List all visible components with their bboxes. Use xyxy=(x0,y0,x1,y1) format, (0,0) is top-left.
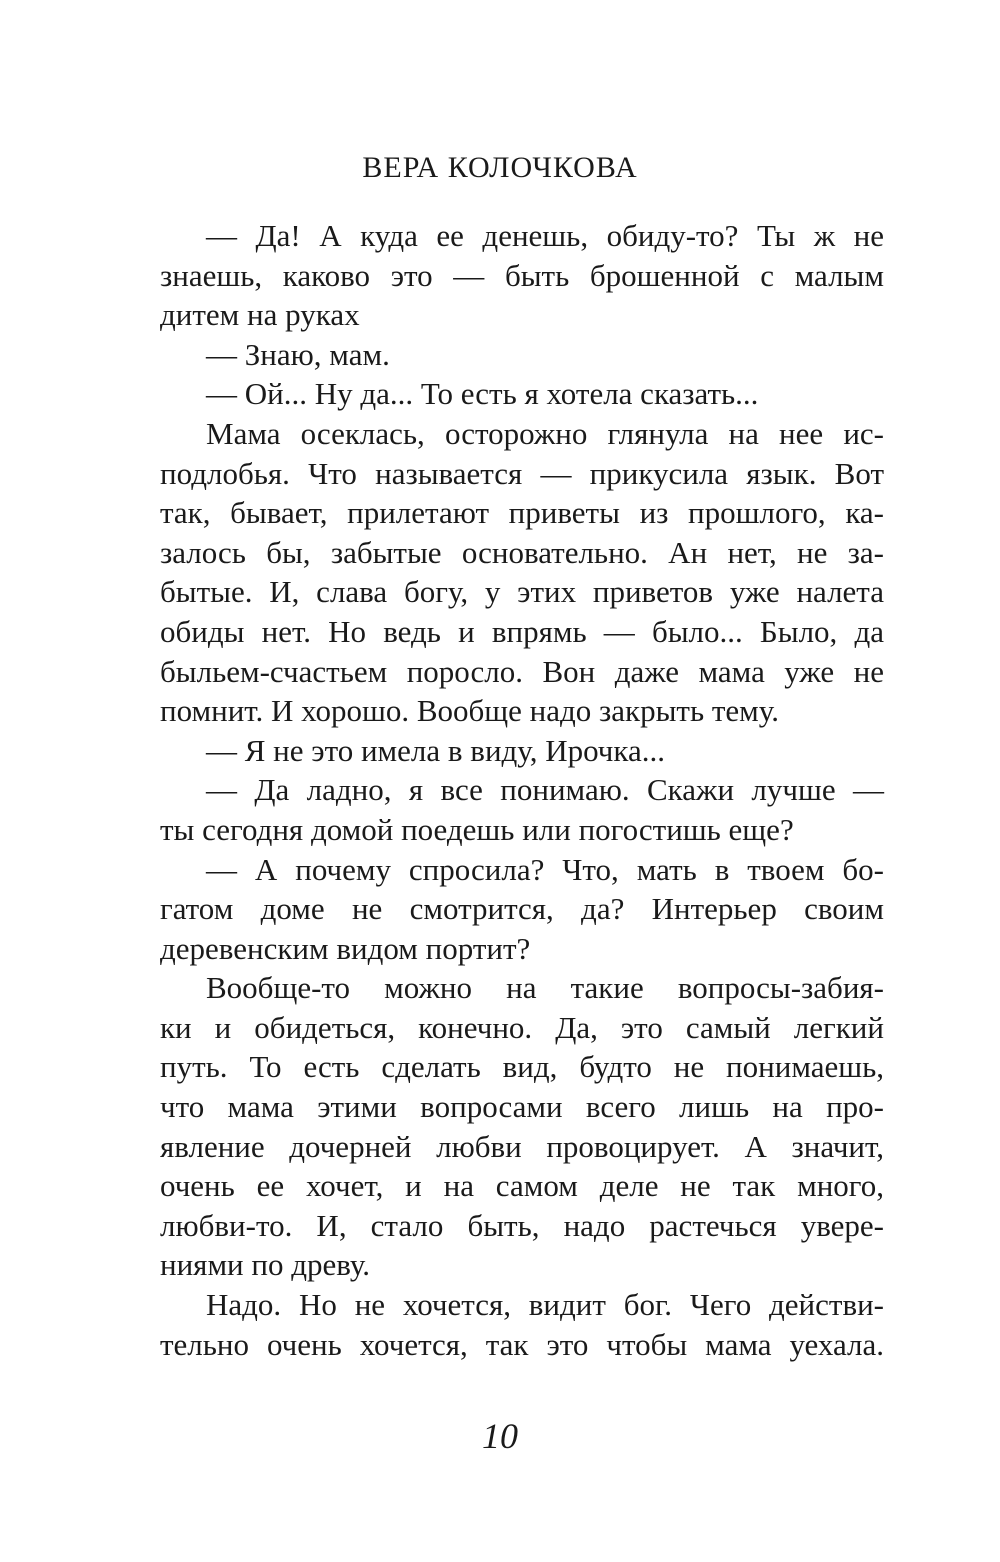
text-line: — А почему спросила? Что, мать в твоем бо- xyxy=(206,851,884,887)
text-line: что мама этими вопросами всего лишь на про- xyxy=(160,1089,884,1125)
text-line: деревенским видом портит? xyxy=(160,930,531,966)
text-line: подлобья. Что называется — прикусила язык. Вот xyxy=(160,455,884,491)
running-head: ВЕРА КОЛОЧКОВА xyxy=(362,151,638,184)
text-line: — Знаю, мам. xyxy=(206,336,390,372)
text-line: Мама осеклась, осторожно глянула на нее ис- xyxy=(206,415,884,451)
page-number: 10 xyxy=(482,1416,518,1456)
text-line: любви-то. И, стало быть, надо растечься увере- xyxy=(160,1207,884,1243)
text-line: — Ой... Ну да... То есть я хотела сказать... xyxy=(206,376,759,412)
text-line: Вообще-то можно на такие вопросы-забия- xyxy=(206,970,884,1006)
text-line: — Да ладно, я все понимаю. Скажи лучше — xyxy=(206,772,884,808)
text-line: очень ее хочет, и на самом деле не так много, xyxy=(160,1168,884,1204)
text-line: ниями по древу. xyxy=(160,1247,370,1283)
text-line: помнит. И хорошо. Вообще надо закрыть тему. xyxy=(160,693,779,729)
body-text xyxy=(160,216,884,1364)
text-line: знаешь, каково это — быть брошенной с малым xyxy=(160,257,884,293)
text-line: путь. То есть сделать вид, будто не понимаешь, xyxy=(160,1049,884,1085)
text-line: быльем-счастьем поросло. Вон даже мама уже не xyxy=(160,653,884,689)
text-line: — Да! А куда ее денешь, обиду-то? Ты ж не xyxy=(206,218,884,253)
text-line: обиды нет. Но ведь и впрямь — было... Было, да xyxy=(160,613,884,649)
text-line: бытые. И, слава богу, у этих приветов уже налета xyxy=(160,574,884,610)
text-line: Надо. Но не хочется, видит бог. Чего действи- xyxy=(206,1287,884,1323)
text-line: тельно очень хочется, так это чтобы мама уехала. xyxy=(160,1326,884,1362)
text-line: — Я не это имела в виду, Ирочка... xyxy=(206,732,665,768)
text-line: ты сегодня домой поедешь или погостишь еще? xyxy=(160,811,794,847)
text-line: залось бы, забытые основательно. Ан нет, не за- xyxy=(160,534,884,570)
text-line: ки и обидеться, конечно. Да, это самый легкий xyxy=(160,1009,884,1045)
text-line: дитем на руках xyxy=(160,297,360,333)
text-line: так, бывает, прилетают приветы из прошлого, ка- xyxy=(160,495,884,531)
text-line: гатом доме не смотрится, да? Интерьер своим xyxy=(160,891,884,927)
text-line: явление дочерней любви провоцирует. А значит, xyxy=(160,1128,884,1164)
